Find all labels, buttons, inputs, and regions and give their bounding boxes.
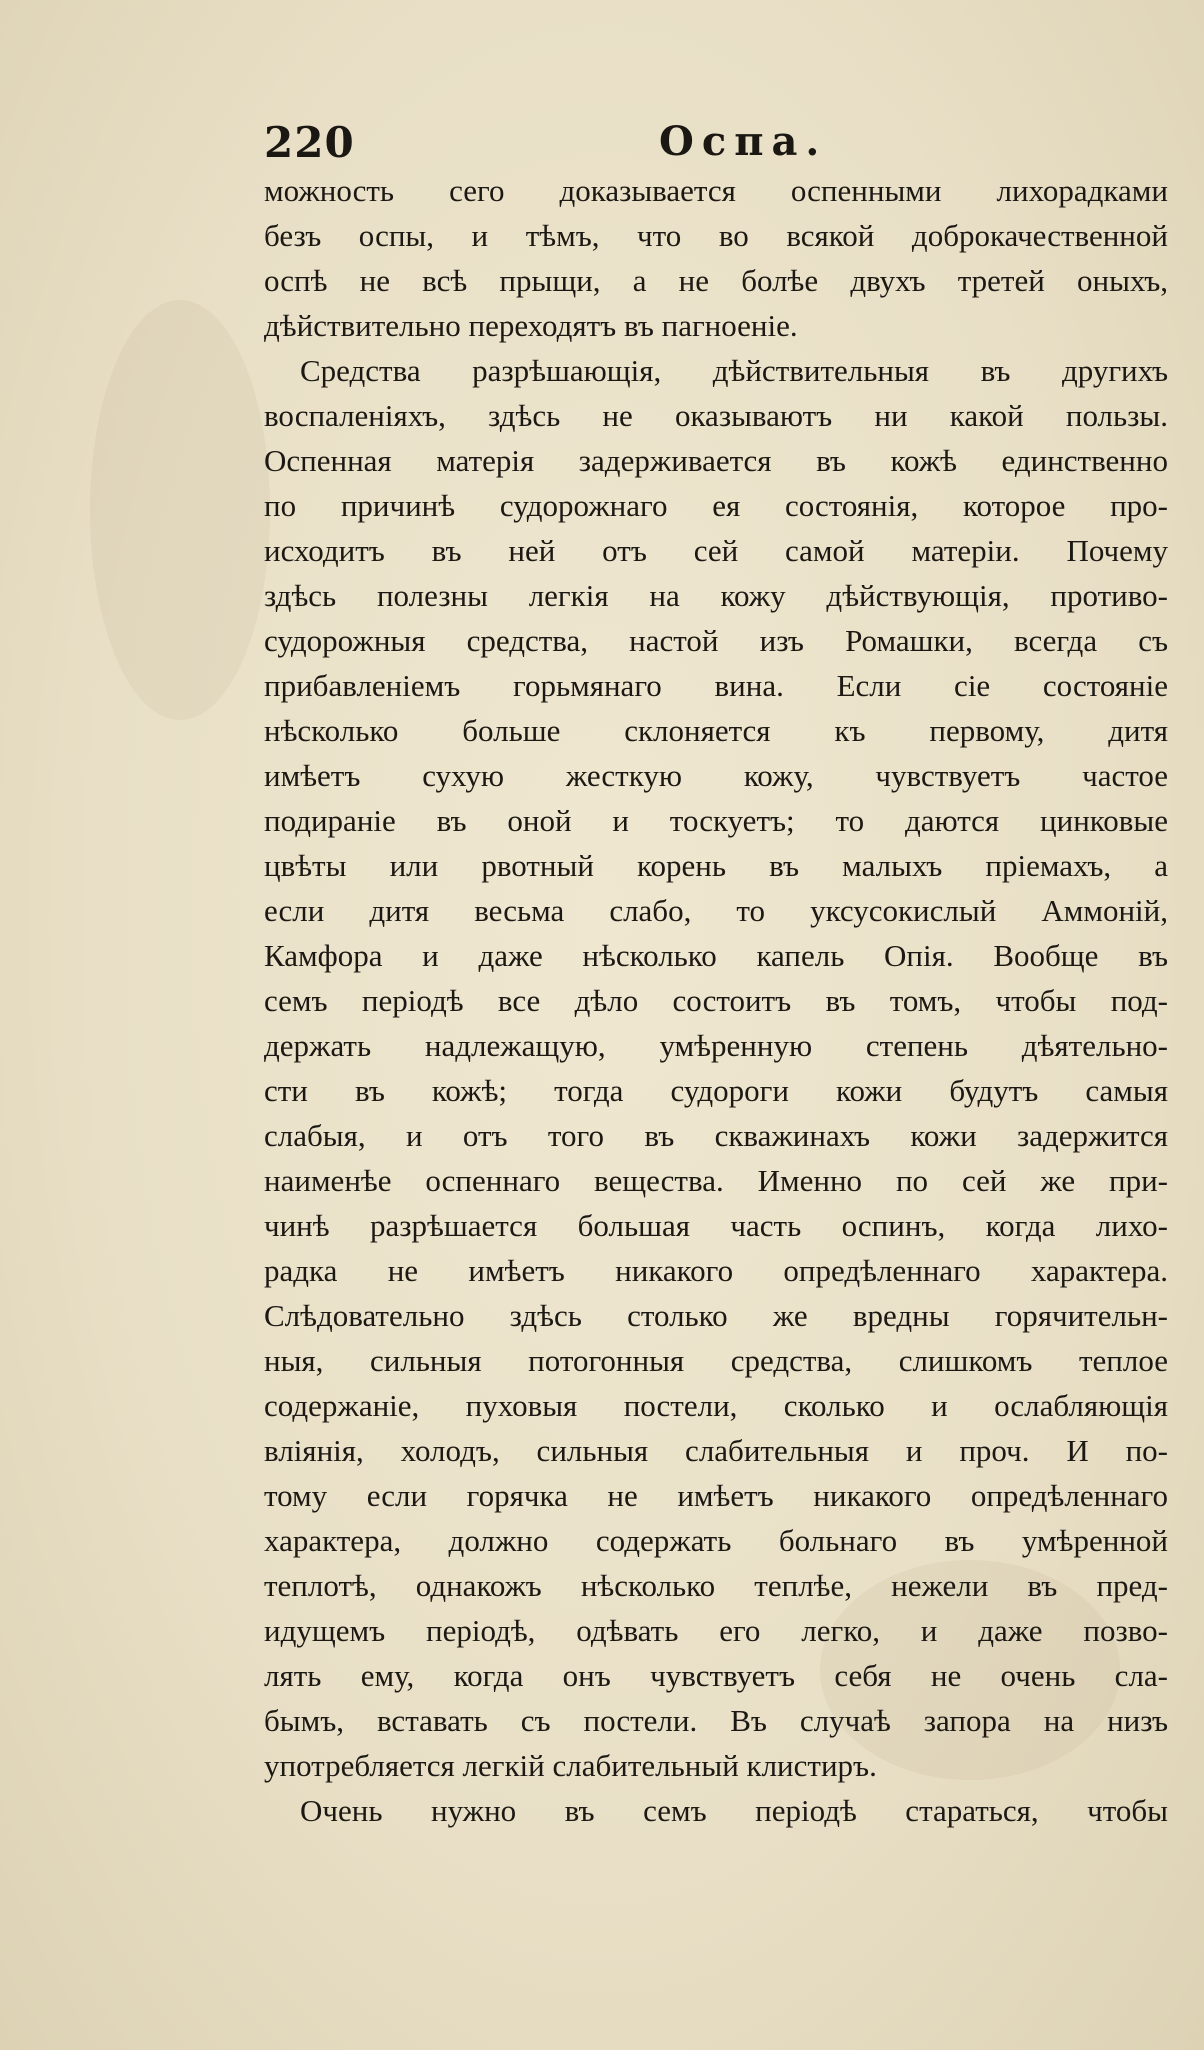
text-line: судорожныя средства, настой изъ Ромашки, всегда съ: [264, 623, 1168, 658]
text-line: воспаленіяхъ, здѣсь не оказываютъ ни какой пользы.: [264, 398, 1168, 433]
text-line: сти въ кожѣ; тогда судороги кожи будутъ самыя: [264, 1073, 1168, 1108]
text-line: чинѣ разрѣшается большая часть оспинъ, когда лихо-: [264, 1208, 1168, 1243]
text-line: цвѣты или рвотный корень въ малыхъ пріемахъ, а: [264, 848, 1168, 883]
text-line: если дитя весьма слабо, то уксусокислый Аммоній,: [264, 893, 1168, 928]
text-line: нѣсколько больше склоняется къ первому, дитя: [264, 713, 1168, 748]
text-line: подираніе въ оной и тоскуетъ; то даются цинковые: [264, 803, 1168, 838]
text-line: употребляется легкій слабительный клистиръ.: [264, 1748, 877, 1783]
text-line: безъ оспы, и тѣмъ, что во всякой доброкачественной: [264, 218, 1168, 253]
running-title: Оспа.: [659, 118, 828, 165]
text-line: дѣйствительно переходятъ въ пагноеніе.: [264, 308, 798, 343]
text-line: слабыя, и отъ того въ скважинахъ кожи задержится: [264, 1118, 1168, 1153]
body-text: [264, 168, 1168, 1833]
text-line: вліянія, холодъ, сильныя слабительныя и проч. И по-: [264, 1433, 1168, 1468]
text-line: исходитъ въ ней отъ сей самой матеріи. Почему: [264, 533, 1168, 568]
text-line: Очень нужно въ семъ періодѣ стараться, чтобы: [300, 1793, 1168, 1828]
text-line: лять ему, когда онъ чувствуетъ себя не очень сла-: [264, 1658, 1168, 1693]
text-line: здѣсь полезны легкія на кожу дѣйствующія, противо-: [264, 578, 1168, 613]
text-line: наименѣе оспеннаго вещества. Именно по сей же при-: [264, 1163, 1168, 1198]
text-line: по причинѣ судорожнаго ея состоянія, которое про-: [264, 488, 1168, 523]
text-line: можность сего доказывается оспенными лихорадками: [264, 173, 1168, 208]
text-line: оспѣ не всѣ прыщи, а не болѣе двухъ третей оныхъ,: [264, 263, 1168, 298]
text-line: прибавленіемъ горьмянаго вина. Если сіе состояніе: [264, 668, 1168, 703]
text-line: семъ періодѣ все дѣло состоитъ въ томъ, чтобы под-: [264, 983, 1168, 1018]
text-line: характера, должно содержать больнаго въ умѣренной: [264, 1523, 1168, 1558]
text-line: Средства разрѣшающія, дѣйствительныя въ другихъ: [300, 353, 1168, 388]
text-line: теплотѣ, однакожъ нѣсколько теплѣе, нежели въ пред-: [264, 1568, 1168, 1603]
text-line: Оспенная матерія задерживается въ кожѣ единственно: [264, 443, 1168, 478]
text-line: бымъ, вставать съ постели. Въ случаѣ запора на низъ: [264, 1703, 1168, 1738]
text-line: Слѣдовательно здѣсь столько же вредны горячительн-: [264, 1298, 1168, 1333]
text-line: держать надлежащую, умѣренную степень дѣятельно-: [264, 1028, 1168, 1063]
text-line: ныя, сильныя потогонныя средства, слишкомъ теплое: [264, 1343, 1168, 1378]
text-line: идущемъ періодѣ, одѣвать его легко, и даже позво-: [264, 1613, 1168, 1648]
text-line: радка не имѣетъ никакого опредѣленнаго характера.: [264, 1253, 1168, 1288]
text-line: содержаніе, пуховыя постели, сколько и ослабляющія: [264, 1388, 1168, 1423]
text-line: имѣетъ сухую жесткую кожу, чувствуетъ частое: [264, 758, 1168, 793]
page-number: 220: [264, 118, 355, 167]
text-line: тому если горячка не имѣетъ никакого опредѣленнаго: [264, 1478, 1168, 1513]
paper-stain: [90, 300, 270, 720]
text-line: Камфора и даже нѣсколько капель Опія. Вообще въ: [264, 938, 1168, 973]
